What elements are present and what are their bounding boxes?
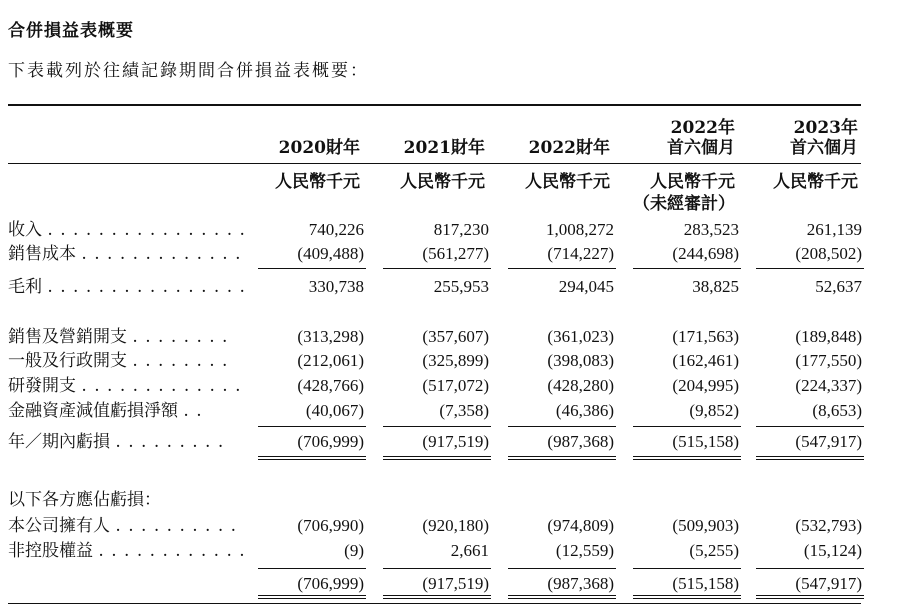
table-top-rule [8,104,861,106]
row-label-text: 以下各方應佔虧損： [8,490,161,510]
total-double-rule [383,595,491,599]
unit-label: 人民幣千元 [275,172,360,192]
column-header-2022: 2022財年 [528,138,610,158]
row-label-text: 本公司擁有人 [8,516,110,536]
table-cell: (398,083) [547,351,614,370]
table-cell: (515,158) [672,432,739,451]
leader-dots: . . [183,401,203,421]
leader-dots: . . . . . . . . . [115,432,225,452]
table-cell: (12,559) [555,541,614,560]
column-header-2020: 2020財年 [278,138,360,158]
row-label [8,489,161,511]
table-cell: 283,523 [683,220,739,239]
unit-label: 人民幣千元 [773,172,858,192]
table-cell: (917,519) [422,432,489,451]
subtotal-rule [383,426,491,427]
table-cell: 38,825 [692,277,739,296]
subtotal-rule [508,568,616,569]
table-cell: (561,277) [422,244,489,263]
subtotal-rule [633,426,741,427]
row-label [8,431,224,453]
total-double-rule [633,456,741,460]
column-header-2023-h1: 2023年 首六個月 [790,118,858,158]
unit-label: 人民幣千元 [650,172,735,192]
table-bottom-rule [8,603,861,604]
subtotal-rule [383,268,491,269]
table-cell: 2,661 [450,541,489,560]
row-label-text: 研發開支 [8,376,76,396]
unit-label: 人民幣千元 [400,172,485,192]
table-cell: (547,917) [795,432,862,451]
table-cell: 52,637 [815,277,862,296]
table-cell: (917,519) [422,574,489,593]
total-double-rule [383,456,491,460]
leader-dots: . . . . . . . . . . . . [98,541,246,561]
subtotal-rule [633,268,741,269]
row-label-text: 年／期內虧損 [8,432,110,452]
table-cell: (706,999) [297,432,364,451]
leader-dots: . . . . . . . . [132,327,229,347]
subtotal-rule [756,426,864,427]
intro-text: 下表載列於往績記錄期間合併損益表概要： [8,61,369,81]
row-label [8,219,246,241]
table-cell: (212,061) [297,351,364,370]
row-label-text: 毛利 [8,277,42,297]
column-header-2022-h1: 2022年 首六個月 [667,118,735,158]
subtotal-rule [508,426,616,427]
row-label [8,540,246,562]
table-cell: (547,917) [795,574,862,593]
table-cell: (208,502) [795,244,862,263]
row-label-text: 銷售及營銷開支 [8,327,127,347]
table-cell: (204,995) [672,376,739,395]
row-label-text: 一般及行政開支 [8,351,127,371]
table-cell: 330,738 [308,277,364,296]
table-cell: (974,809) [547,516,614,535]
table-cell: (40,067) [305,401,364,420]
row-label-text: 金融資產減值虧損淨額 [8,401,178,421]
total-double-rule [756,595,864,599]
leader-dots: . . . . . . . . . . . . . . . . [47,277,246,297]
table-cell: (428,766) [297,376,364,395]
total-double-rule [508,456,616,460]
leader-dots: . . . . . . . . . . [115,516,238,536]
total-double-rule [258,456,366,460]
table-cell: (409,488) [297,244,364,263]
subtotal-rule [756,268,864,269]
table-cell: 740,226 [308,220,364,239]
table-cell: (987,368) [547,574,614,593]
row-label [8,515,237,537]
table-cell: (325,899) [422,351,489,370]
row-label [8,350,228,372]
subtotal-rule [508,268,616,269]
table-cell: (46,386) [555,401,614,420]
table-cell: (987,368) [547,432,614,451]
table-cell: (714,227) [547,244,614,263]
leader-dots: . . . . . . . . . . . . . [81,376,242,396]
table-cell: (361,023) [547,327,614,346]
unaudited-note: （未經審計） [633,194,735,214]
table-cell: (532,793) [795,516,862,535]
subtotal-rule [258,426,366,427]
row-label-text: 銷售成本 [8,244,76,264]
subtotal-rule [383,568,491,569]
table-cell: (177,550) [795,351,862,370]
table-cell: (9) [344,541,364,560]
row-label-text: 收入 [8,220,42,240]
table-cell: (244,698) [672,244,739,263]
total-double-rule [633,595,741,599]
row-label [8,400,203,422]
table-cell: (515,158) [672,574,739,593]
subtotal-rule [633,568,741,569]
table-cell: 294,045 [558,277,614,296]
table-cell: (15,124) [803,541,862,560]
table-cell: (357,607) [422,327,489,346]
table-cell: 1,008,272 [546,220,614,239]
table-cell: (313,298) [297,327,364,346]
table-cell: (9,852) [689,401,739,420]
total-double-rule [756,456,864,460]
total-double-rule [258,595,366,599]
leader-dots: . . . . . . . . . . . . . . . . [47,220,246,240]
table-cell: (706,990) [297,516,364,535]
subtotal-rule [258,568,366,569]
column-header-2021: 2021財年 [403,138,485,158]
row-label [8,243,242,265]
table-cell: (7,358) [439,401,489,420]
table-cell: (224,337) [795,376,862,395]
table-cell: (8,653) [812,401,862,420]
subtotal-rule [756,568,864,569]
unit-label: 人民幣千元 [525,172,610,192]
table-cell: (171,563) [672,327,739,346]
subtotal-rule [258,268,366,269]
table-cell: (5,255) [689,541,739,560]
table-cell: (162,461) [672,351,739,370]
header-rule [8,163,861,164]
table-cell: (517,072) [422,376,489,395]
table-cell: (509,903) [672,516,739,535]
row-label [8,276,246,298]
table-cell: (920,180) [422,516,489,535]
total-double-rule [508,595,616,599]
leader-dots: . . . . . . . . [132,351,229,371]
page-title: 合併損益表概要 [8,21,134,41]
table-cell: 261,139 [806,220,862,239]
table-cell: 817,230 [433,220,489,239]
row-label [8,375,242,397]
row-label-text: 非控股權益 [8,541,93,561]
table-cell: (428,280) [547,376,614,395]
row-label [8,326,228,348]
table-cell: (189,848) [795,327,862,346]
leader-dots: . . . . . . . . . . . . . [81,244,242,264]
table-cell: (706,999) [297,574,364,593]
table-cell: 255,953 [433,277,489,296]
